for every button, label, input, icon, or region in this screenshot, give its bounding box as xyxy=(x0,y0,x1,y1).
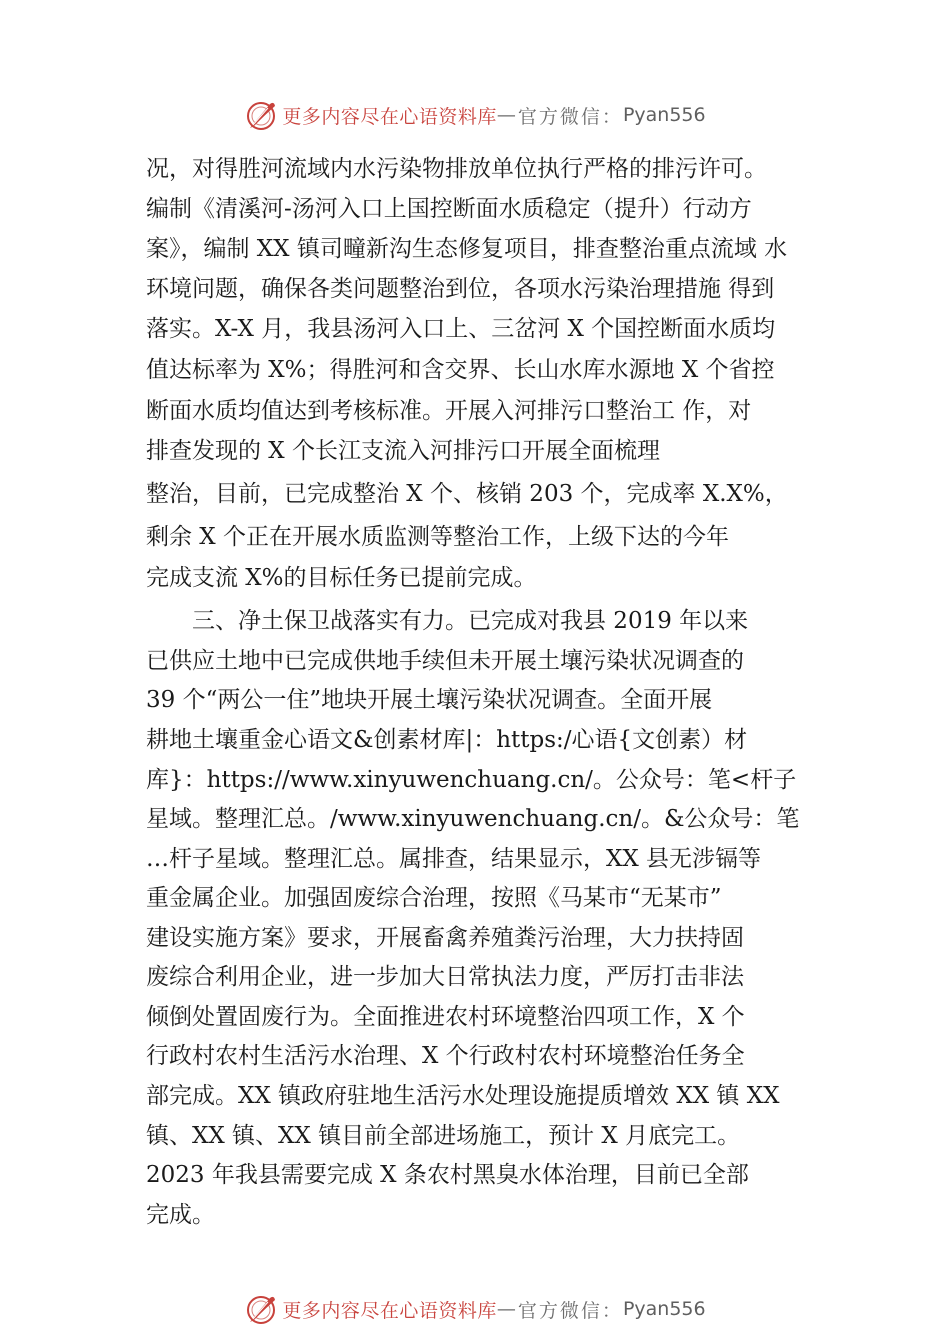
text-line: 环境问题，确保各类问题整治到位，各项水污染治理措施 得到 xyxy=(146,276,775,302)
text-line: 完成。 xyxy=(146,1202,215,1228)
banner-account: Pyan556 xyxy=(622,104,706,126)
banner-wechat-label: 官方微信： xyxy=(517,105,623,128)
text-line: 剩余 X 个正在开展水质监测等整治工作，上级下达的今年 xyxy=(146,524,729,550)
banner-account: Pyan556 xyxy=(622,1298,706,1320)
header-banner xyxy=(0,95,950,135)
text-line: 编制《清溪河-汤河入口上国控断面水质稳定（提升）行动方 xyxy=(146,196,752,222)
text-line: …杆子星域。整理汇总。属排查，结果显示，XX 县无涉镉等 xyxy=(146,846,762,872)
text-line: 部完成。XX 镇政府驻地生活污水处理设施提质增效 XX 镇 XX xyxy=(146,1083,780,1109)
text-line: 排查发现的 X 个长江支流入河排污口开展全面梳理 xyxy=(146,438,660,464)
text-line: 2023 年我县需要完成 X 条农村黑臭水体治理，目前已全部 xyxy=(146,1162,749,1188)
text-line: 镇、XX 镇、XX 镇目前全部进场施工，预计 X 月底完工。 xyxy=(146,1123,741,1149)
banner-wechat-label: 官方微信： xyxy=(517,1299,623,1322)
banner-dash: — xyxy=(496,104,518,126)
quill-logo-icon xyxy=(244,1292,278,1326)
footer-banner xyxy=(0,1289,950,1329)
text-line: 断面水质均值达到考核标准。开展入河排污口整治工 作，对 xyxy=(146,398,752,424)
text-line: 库}：https://www.xinyuwenchuang.cn/。公众号：笔<杆子 xyxy=(146,767,797,793)
text-line: 废综合利用企业，进一步加大日常执法力度，严厉打击非法 xyxy=(146,964,744,990)
text-line: 39 个“两公一住”地块开展土壤污染状况调查。全面开展 xyxy=(146,687,713,713)
text-line: 行政村农村生活污水治理、X 个行政村农村环境整治任务全 xyxy=(146,1043,745,1069)
text-line: 星域。整理汇总。/www.xinyuwenchuang.cn/。&公众号：笔 xyxy=(146,806,800,832)
text-line: 建设实施方案》要求，开展畜禽养殖粪污治理，大力扶持固 xyxy=(146,925,744,951)
quill-logo-icon xyxy=(244,98,278,132)
banner-dash: — xyxy=(496,1298,518,1320)
text-line: 值达标率为 X%；得胜河和含交界、长山水库水源地 X 个省控 xyxy=(146,357,775,383)
text-line: 已供应土地中已完成供地手续但未开展土壤污染状况调查的 xyxy=(146,648,744,674)
banner-title: 更多内容尽在心语资料库 xyxy=(282,105,497,128)
section-heading-line: 三、净土保卫战落实有力。已完成对我县 2019 年以来 xyxy=(192,608,749,634)
text-line: 完成支流 X%的目标任务已提前完成。 xyxy=(146,565,537,591)
text-line: 案》，编制 XX 镇司疃新沟生态修复项目，排查整治重点流域 水 xyxy=(146,236,788,262)
text-line: 落实。X-X 月，我县汤河入口上、三岔河 X 个国控断面水质均 xyxy=(146,316,776,342)
text-line: 况，对得胜河流域内水污染物排放单位执行严格的排污许可。 xyxy=(146,156,767,182)
banner-title: 更多内容尽在心语资料库 xyxy=(282,1299,497,1322)
text-line: 重金属企业。加强固废综合治理，按照《马某市“无某市” xyxy=(146,885,722,911)
text-line: 整治，目前，已完成整治 X 个、核销 203 个，完成率 X.X%， xyxy=(146,481,788,507)
text-line: 耕地土壤重金心语文&创素材库|：https:/心语{文创素）材 xyxy=(146,727,748,753)
text-line: 倾倒处置固废行为。全面推进农村环境整治四项工作，X 个 xyxy=(146,1004,745,1030)
